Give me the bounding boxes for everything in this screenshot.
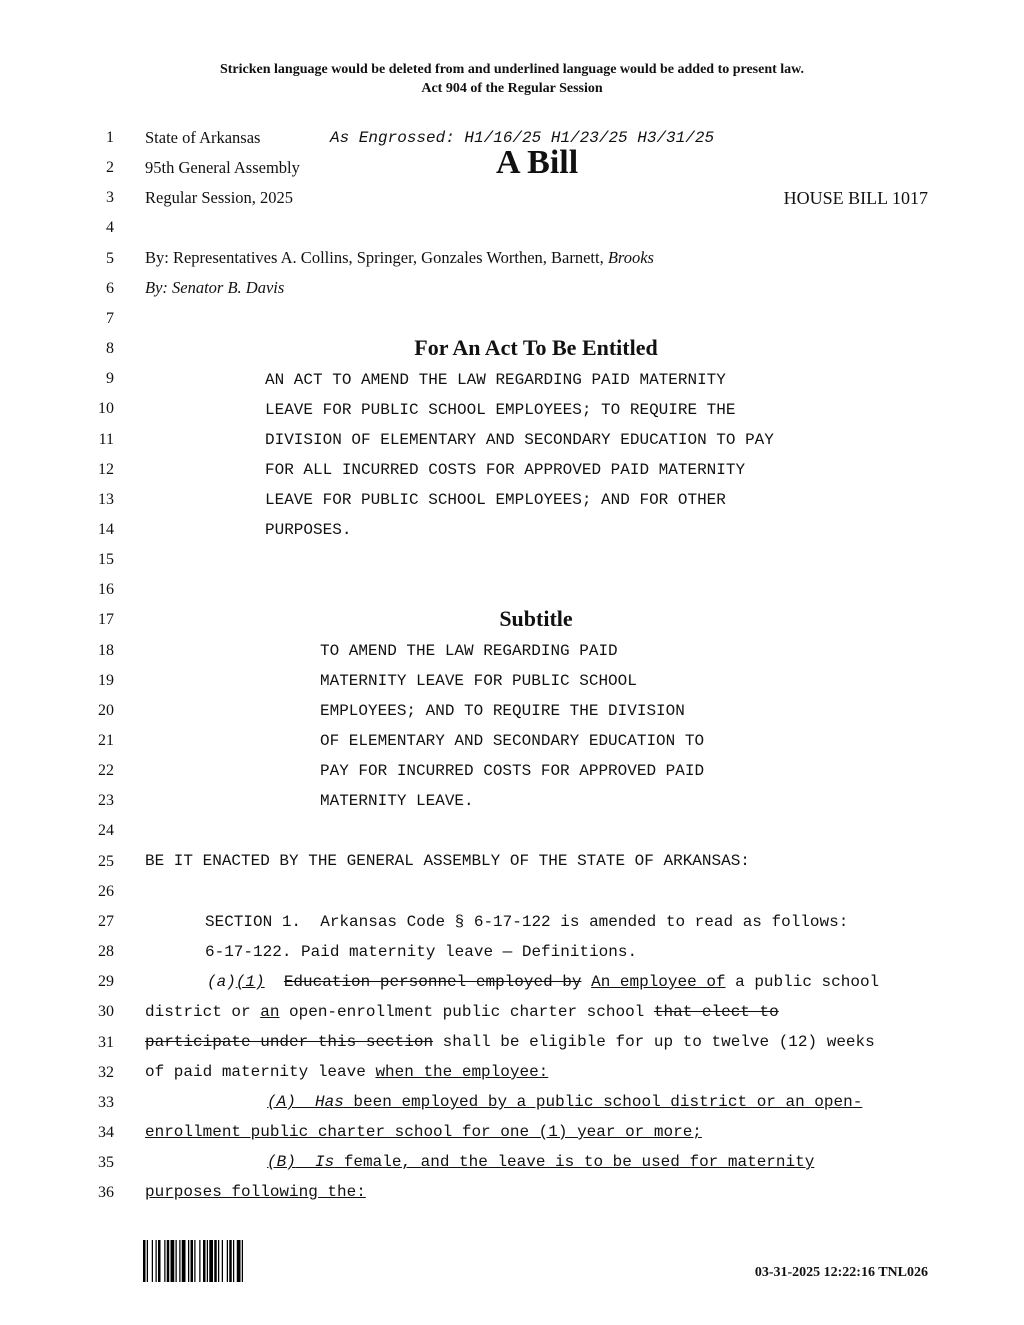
entitled-heading: For An Act To Be Entitled <box>414 335 658 360</box>
barcode-bar <box>158 1240 161 1282</box>
line-number: 35 <box>98 1154 114 1172</box>
line-number: 4 <box>106 219 114 237</box>
added-text: when the employee: <box>375 1063 549 1081</box>
barcode-bar <box>203 1240 206 1282</box>
enacting-clause: BE IT ENACTED BY THE GENERAL ASSEMBLY OF THE STATE OF ARKANSAS: <box>145 852 750 870</box>
line-number: 15 <box>98 551 114 569</box>
subsection-a: (a) <box>207 973 236 991</box>
barcode-bar <box>164 1240 165 1282</box>
body-text: of paid maternity leave <box>145 1063 376 1081</box>
body-line-34 <box>145 1122 702 1142</box>
body-line-32 <box>145 1062 548 1082</box>
body-line-30 <box>145 1002 779 1022</box>
barcode-bar <box>191 1240 194 1282</box>
barcode-bar <box>143 1240 146 1282</box>
line-number: 23 <box>98 792 114 810</box>
stricken-text: participate under this section <box>145 1033 434 1051</box>
line-number: 1 <box>106 129 114 146</box>
stricken-text: Education personnel employed by <box>283 973 582 991</box>
entitled-line: PURPOSES. <box>265 521 352 539</box>
line-number: 18 <box>98 641 114 659</box>
barcode-bar <box>167 1240 170 1282</box>
line-number: 16 <box>98 581 114 599</box>
line-number: 2 <box>106 159 114 177</box>
line-number: 32 <box>98 1063 114 1081</box>
added-text: purposes following the: <box>145 1183 366 1201</box>
line-number: 12 <box>98 460 114 478</box>
line-number: 29 <box>98 973 114 991</box>
body-text: open-enrollment public charter school <box>279 1003 654 1021</box>
barcode-bar <box>188 1240 189 1282</box>
line-number: 31 <box>98 1033 114 1051</box>
line-number: 17 <box>98 611 114 629</box>
bill-title: A Bill <box>496 144 579 181</box>
barcode-bar <box>194 1240 195 1282</box>
barcode-bar <box>227 1240 228 1282</box>
barcode-bar <box>147 1240 148 1282</box>
added-text: Has <box>315 1093 344 1111</box>
line-number: 3 <box>106 189 114 207</box>
added-text: Is <box>315 1153 335 1171</box>
body-line-29 <box>207 972 879 992</box>
line-number: 25 <box>98 852 114 870</box>
line-number: 6 <box>106 279 114 297</box>
subtitle-heading: Subtitle <box>499 606 573 631</box>
added-text: female, and the leave is to be used for maternity <box>334 1153 815 1171</box>
barcode-bar <box>182 1240 186 1282</box>
line-number: 21 <box>98 732 114 749</box>
line-number: 36 <box>98 1184 114 1202</box>
line-number: 30 <box>98 1003 114 1021</box>
added-text: enrollment public charter school for one (1) year or more; <box>145 1123 702 1141</box>
body-text: district or <box>145 1003 261 1021</box>
document-header <box>0 60 1024 98</box>
body-line-35 <box>267 1152 814 1172</box>
entitled-line: LEAVE FOR PUBLIC SCHOOL EMPLOYEES; AND FOR OTHER <box>265 491 726 509</box>
sponsors-list: By: Representatives A. Collins, Springer, Gonzales Worthen, Barnett, <box>145 248 604 267</box>
body-text: shall be eligible for up to twelve (12) weeks <box>433 1033 875 1051</box>
senator-sponsor: By: Senator B. Davis <box>145 278 285 297</box>
line-number: 22 <box>98 762 114 780</box>
section-title: 6-17-122. Paid maternity leave — Definitions. <box>205 943 638 961</box>
state-name: State of Arkansas <box>145 128 261 147</box>
bill-number: HOUSE BILL 1017 <box>783 188 928 208</box>
barcode-bar <box>179 1240 180 1282</box>
entitled-line: AN ACT TO AMEND THE LAW REGARDING PAID MATERNITY <box>265 371 726 389</box>
body-line-31 <box>145 1032 875 1052</box>
barcode-bar <box>156 1240 157 1282</box>
line-number: 19 <box>98 671 114 689</box>
line-number: 5 <box>106 249 114 267</box>
entitled-line: FOR ALL INCURRED COSTS FOR APPROVED PAID MATERNITY <box>265 461 746 479</box>
line-number: 10 <box>98 400 114 418</box>
barcode-bar <box>199 1240 200 1282</box>
barcode-bar <box>229 1240 232 1282</box>
entitled-line: DIVISION OF ELEMENTARY AND SECONDARY EDUCATION TO PAY <box>265 431 774 449</box>
sponsor-added: Brooks <box>607 248 654 267</box>
subtitle-line: PAY FOR INCURRED COSTS FOR APPROVED PAID <box>320 762 705 780</box>
line-number: 27 <box>98 912 114 930</box>
barcode-bar <box>207 1240 208 1282</box>
subdivision-1: (1) <box>235 973 265 991</box>
session: Regular Session, 2025 <box>145 188 294 207</box>
barcode-bar <box>152 1240 153 1282</box>
line-number: 26 <box>98 882 114 900</box>
barcode-bar <box>171 1240 175 1282</box>
barcode-bar <box>214 1240 217 1282</box>
subtitle-line: MATERNITY LEAVE FOR PUBLIC SCHOOL <box>320 672 637 690</box>
subtitle-line: EMPLOYEES; AND TO REQUIRE THE DIVISION <box>320 702 685 720</box>
sponsors <box>145 248 654 268</box>
stricken-text: that elect to <box>653 1003 779 1021</box>
body-line-36 <box>145 1182 366 1202</box>
added-text: been employed by a public school district or an open- <box>343 1093 863 1111</box>
footer-code: 03-31-2025 12:22:16 TNL026 <box>754 1265 928 1280</box>
line-number: 9 <box>106 370 114 388</box>
general-assembly: 95th General Assembly <box>145 158 300 177</box>
added-text: an <box>260 1003 280 1021</box>
barcode-bar <box>222 1240 223 1282</box>
line-number: 33 <box>98 1093 114 1111</box>
line-number: 13 <box>98 490 114 508</box>
added-text: An employee of <box>591 973 726 991</box>
barcode-bar <box>218 1240 219 1282</box>
barcode-bar <box>209 1240 213 1282</box>
line-number: 24 <box>98 822 114 840</box>
subtitle-line: TO AMEND THE LAW REGARDING PAID <box>320 642 618 660</box>
line-number: 20 <box>98 701 114 719</box>
subparagraph-label: (B) <box>267 1153 296 1171</box>
line-number: 8 <box>106 340 114 358</box>
subparagraph-label: (A) <box>267 1093 296 1111</box>
barcode-bar <box>242 1240 243 1282</box>
barcode-bar <box>237 1240 241 1282</box>
body-line-33 <box>267 1092 862 1112</box>
body-text: a public school <box>725 973 880 991</box>
line-number: 7 <box>106 309 114 327</box>
line-number: 28 <box>98 943 114 961</box>
barcode-image <box>143 1240 274 1282</box>
subtitle-line: OF ELEMENTARY AND SECONDARY EDUCATION TO <box>320 732 705 750</box>
subtitle-line: MATERNITY LEAVE. <box>320 792 474 810</box>
line-number: 34 <box>98 1123 114 1141</box>
section-1: SECTION 1. Arkansas Code § 6-17-122 is amended to read as follows: <box>205 913 849 931</box>
header-act: Act 904 of the Regular Session <box>421 81 603 96</box>
line-number: 14 <box>98 520 114 538</box>
engrossed-dates: As Engrossed: H1/16/25 H1/23/25 H3/31/25 <box>330 129 715 147</box>
entitled-line: LEAVE FOR PUBLIC SCHOOL EMPLOYEES; TO REQUIRE THE <box>265 401 736 419</box>
barcode-bar <box>233 1240 234 1282</box>
line-number: 11 <box>98 430 114 448</box>
header-notice: Stricken language would be deleted from and underlined language would be added to present law. <box>219 62 805 77</box>
barcode-bar <box>176 1240 177 1282</box>
